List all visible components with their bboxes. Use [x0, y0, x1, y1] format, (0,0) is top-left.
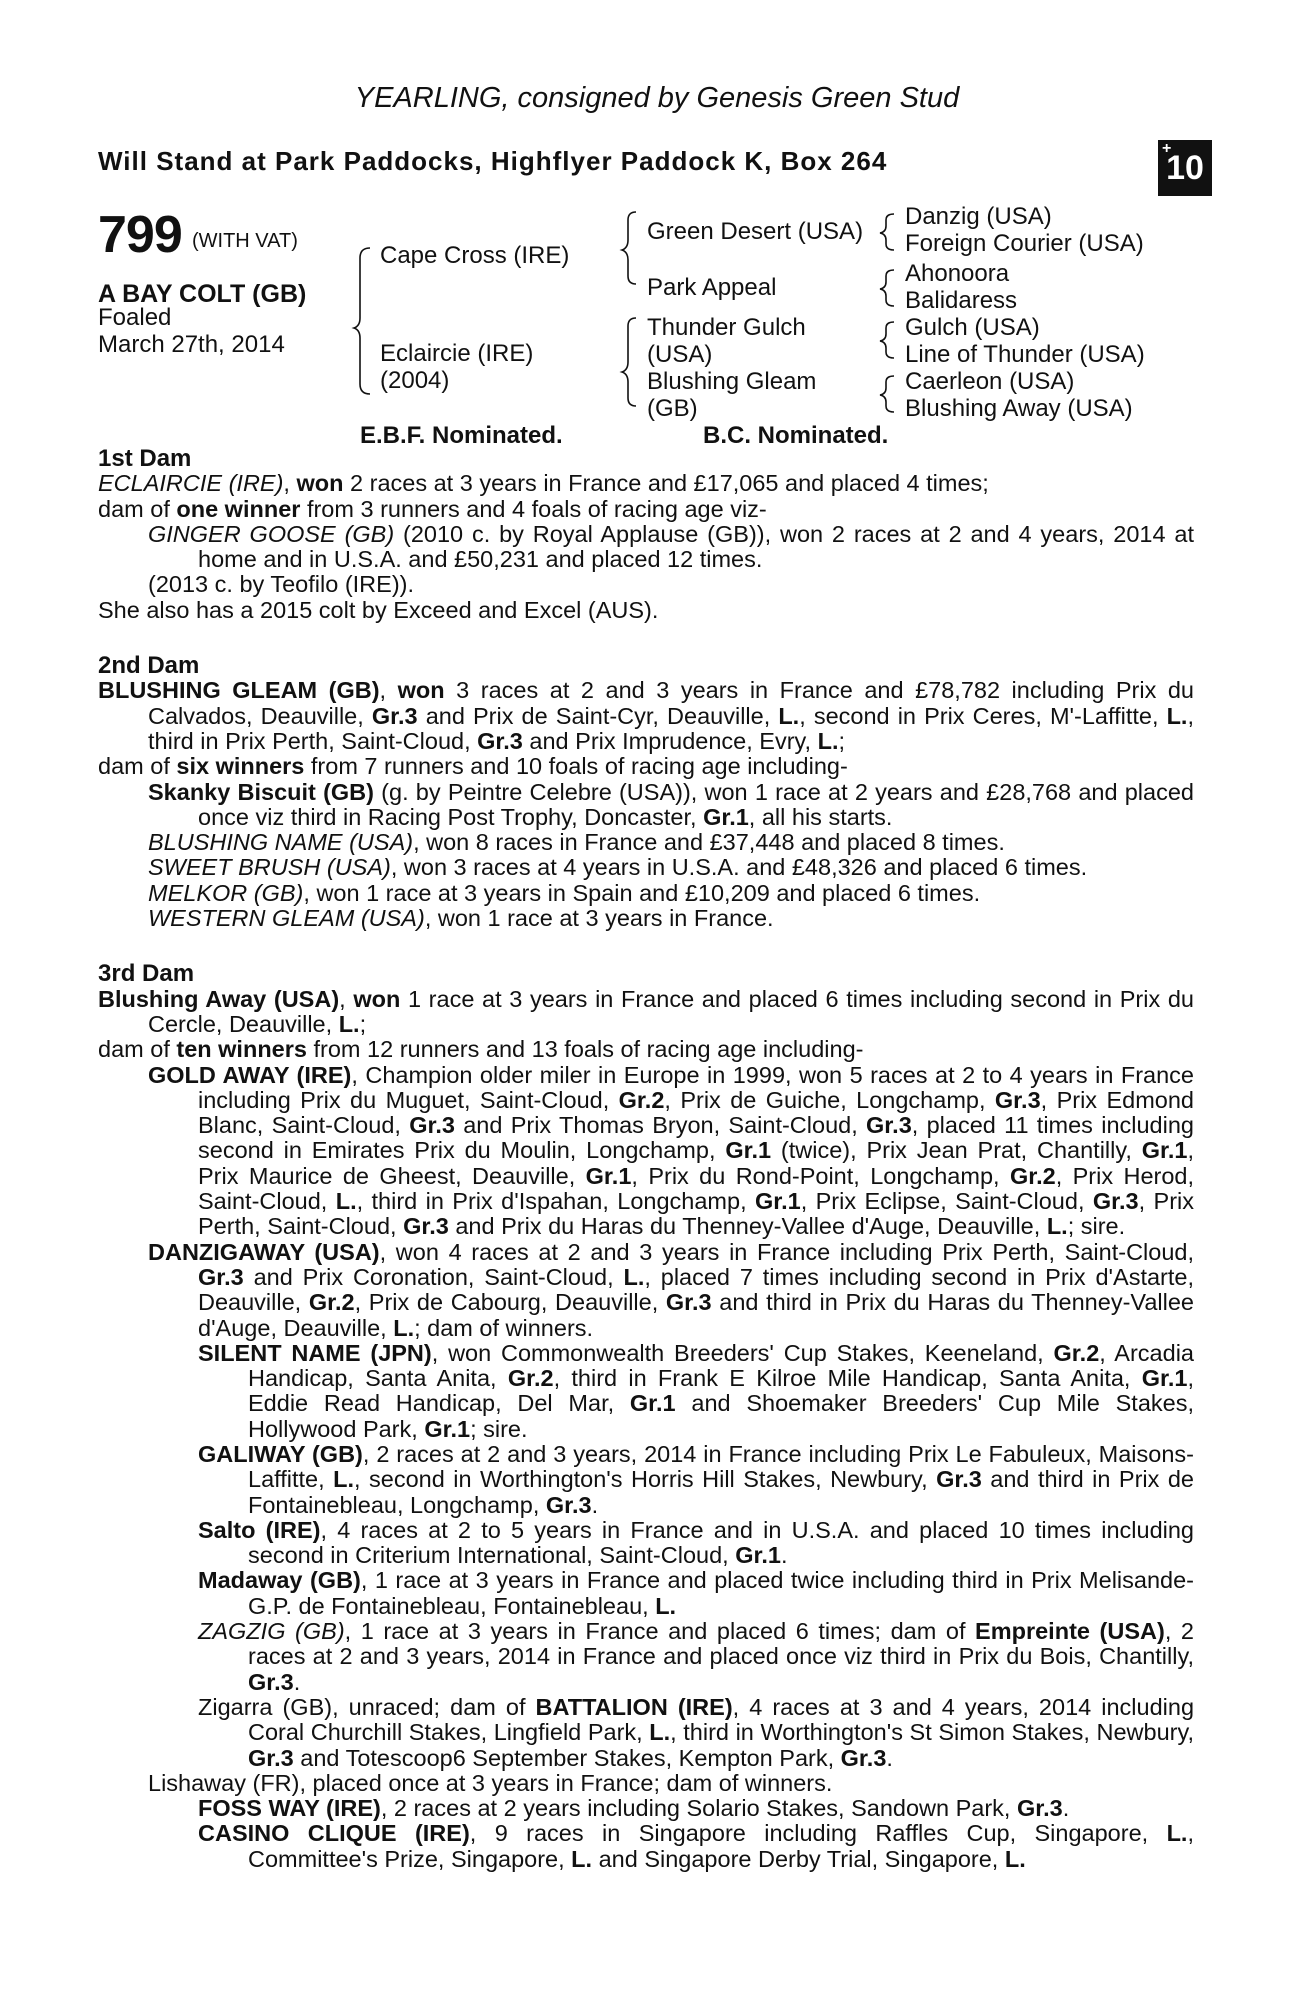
- sn-5: and Shoemaker Breeders' Cup Mile Stakes, Hollywood Park,: [248, 1390, 1194, 1442]
- md-1: , 1 race at 3 years in France and placed twice including third in Prix Melisande-G.P. de Fontainebleau, Fontainebleau,: [248, 1567, 1194, 1619]
- zi-g3: Gr.3: [840, 1744, 887, 1771]
- ga-g5: Gr.1: [725, 1137, 772, 1164]
- gl-3: and third in Prix de Fontainebleau, Longchamp,: [248, 1466, 1194, 1518]
- bracket-gen3-4: [880, 376, 894, 412]
- dam2-won: won: [397, 677, 445, 704]
- ped-dam-line1: Eclaircie (IRE): [380, 340, 534, 367]
- dam3-produce-salto: [98, 1518, 1194, 1569]
- md-g1: L.: [655, 1592, 677, 1619]
- dam3-produce-galiway: [98, 1442, 1194, 1518]
- produce-danzigaway: DANZIGAWAY (USA): [148, 1238, 380, 1265]
- dam2-produce-2: [98, 830, 1194, 855]
- dam3-produce-zigarra: [98, 1695, 1194, 1771]
- produce-melkor-text: , won 1 race at 3 years in Spain and £10,209 and placed 6 times.: [303, 879, 981, 906]
- ebf-nominated: E.B.F. Nominated.: [360, 422, 563, 449]
- dam3-name: Blushing Away (USA): [98, 985, 340, 1012]
- produce-ginger-goose: GINGER GOOSE (GB): [148, 520, 395, 547]
- ga-11: , Prix Eclipse, Saint-Cloud,: [800, 1188, 1093, 1215]
- sa-g1: Gr.1: [735, 1542, 781, 1569]
- dz-g3: Gr.2: [308, 1289, 355, 1316]
- dam2-r4: , third in Prix Perth, Saint-Cloud,: [148, 702, 1194, 754]
- sn-g2: Gr.2: [507, 1365, 554, 1392]
- dam3-record: Blushing Away (USA), won 1 race at 3 years in France and placed 6 times including second in Prix du Cercle, Deauville, L.;: [98, 985, 1194, 1037]
- dam2-produce-3: [98, 855, 1194, 880]
- ped-dam-dam-line2: (GB): [647, 395, 698, 422]
- badge-mark: +: [1162, 140, 1172, 157]
- produce-madaway: Madaway (GB): [198, 1567, 361, 1594]
- family-text: [98, 446, 1194, 1872]
- dz-g5: L.: [393, 1314, 415, 1341]
- dam1-record-text: 2 races at 3 years in France and £17,065 and placed 4 times;: [343, 470, 989, 497]
- zi-battalion: BATTALION (IRE): [535, 1693, 733, 1720]
- zi-2: , 4 races at 3 and 4 years, 2014 including Coral Churchill Stakes, Lingfield Park,: [248, 1693, 1195, 1746]
- ped-dam-dam-line1: Blushing Gleam: [647, 368, 817, 395]
- ga-g2: Gr.3: [994, 1086, 1041, 1113]
- ga-g10: Gr.1: [754, 1188, 801, 1215]
- ped-sire-sire: Green Desert (USA): [647, 218, 864, 245]
- ga-13: and Prix du Haras du Thenney-Vallee d'Auge, Deauville,: [448, 1213, 1047, 1240]
- dz-g1: Gr.3: [198, 1263, 244, 1290]
- sa-2: .: [780, 1542, 788, 1569]
- produce-casino-clique: CASINO CLIQUE (IRE): [198, 1820, 470, 1847]
- sn-g4: Gr.1: [629, 1390, 676, 1417]
- zg-3: .: [293, 1668, 301, 1695]
- dam3-produce-madaway: [98, 1568, 1194, 1619]
- ga-1: , Champion older miler in Europe in 1999, won 5 races at 2 to 4 years in France including Prix du Muguet, Saint-Cloud,: [198, 1061, 1194, 1113]
- page-header: YEARLING, consigned by Genesis Green Stud: [354, 82, 960, 114]
- ga-g7: Gr.1: [585, 1162, 632, 1189]
- produce-skanky-b: , all his starts.: [748, 803, 893, 830]
- foaled-label: Foaled: [98, 304, 172, 331]
- ga-6: (twice), Prix Jean Prat, Chantilly,: [771, 1137, 1142, 1164]
- dam2-r2: and Prix de Saint-Cyr, Deauville,: [417, 702, 779, 729]
- ped-gen3-6: Line of Thunder (USA): [905, 341, 1145, 368]
- produce-western-gleam: WESTERN GLEAM (USA): [148, 905, 425, 932]
- dam1-also: She also has a 2015 colt by Exceed and Excel (AUS).: [98, 596, 659, 623]
- cc-g3: L.: [1004, 1845, 1026, 1872]
- zi-5: .: [886, 1744, 893, 1771]
- sn-6: ; sire.: [470, 1415, 528, 1442]
- bracket-gen2-sire: [622, 212, 636, 284]
- dam2-lc: L.: [817, 727, 839, 754]
- produce-melkor: MELKOR (GB): [148, 879, 304, 906]
- zi-g1: L.: [649, 1719, 671, 1746]
- gl-1: , 2 races at 2 and 3 years, 2014 in France including Prix Le Fabuleux, Maisons-Laffitte,: [248, 1440, 1194, 1493]
- dam2-record: BLUSHING GLEAM (GB), won 3 races at 2 and 3 years in France and £78,782 including Prix du Calvados, Deauville, Gr.3 and Prix de Saint-Cyr, Deauville, L., second in Prix Ceres, M'-Laffitte, L., third in Prix Perth, Saint-Cloud, Gr.3 and Prix Imprudence, Evry, L.;: [98, 677, 1194, 754]
- dam3-produce-silent-name: [98, 1341, 1194, 1442]
- produce-silent-name: SILENT NAME (JPN): [198, 1339, 432, 1366]
- fw-g1: Gr.3: [1016, 1795, 1063, 1822]
- ga-g3: Gr.3: [409, 1112, 455, 1139]
- heading-3rd-dam: 3rd Dam: [98, 960, 195, 988]
- zi-3: , third in Worthington's St Simon Stakes, Newbury,: [670, 1719, 1194, 1746]
- foaled-date: March 27th, 2014: [98, 331, 285, 358]
- produce-gold-away: GOLD AWAY (IRE): [148, 1061, 352, 1088]
- cc-g1: L.: [1166, 1820, 1188, 1847]
- produce-salto: Salto (IRE): [198, 1516, 321, 1543]
- dam1-produce-2: (2013 c. by Teofilo (IRE)).: [148, 571, 415, 598]
- dz-5: and third in Prix du Haras du Thenney-Vallee d'Auge, Deauville,: [198, 1289, 1194, 1341]
- dam1-damof-rest: from 3 runners and 4 foals of racing age viz-: [300, 495, 767, 522]
- ga-4: and Prix Thomas Bryon, Saint-Cloud,: [454, 1112, 867, 1139]
- lot-vat: (WITH VAT): [192, 230, 298, 252]
- dz-4: , Prix de Cabourg, Deauville,: [354, 1289, 666, 1316]
- dam3-damof-lead: dam of: [98, 1036, 177, 1063]
- dam1-winners: one winner: [176, 495, 301, 522]
- ga-7: , Prix Maurice de Gheest, Deauville,: [198, 1137, 1195, 1189]
- sn-g1: Gr.2: [1053, 1339, 1100, 1366]
- cc-2: , Committee's Prize, Singapore,: [248, 1820, 1194, 1872]
- produce-sweet-brush: SWEET BRUSH (USA): [148, 854, 391, 881]
- ped-gen3-7: Caerleon (USA): [905, 368, 1075, 395]
- heading-1st-dam: 1st Dam: [98, 445, 192, 472]
- ga-2: , Prix de Guiche, Longchamp,: [664, 1086, 995, 1113]
- ga-g13: L.: [1046, 1213, 1068, 1240]
- ga-3: , Prix Edmond Blanc, Saint-Cloud,: [198, 1086, 1194, 1139]
- ped-dam-sire-line1: Thunder Gulch: [647, 314, 806, 341]
- zi-g2: Gr.3: [248, 1744, 294, 1771]
- ga-9: , Prix Herod, Saint-Cloud,: [198, 1162, 1195, 1215]
- sn-4: , Eddie Read Handicap, Del Mar,: [248, 1365, 1194, 1417]
- dam2-r6: ;: [838, 727, 846, 754]
- ga-14: ; sire.: [1067, 1213, 1126, 1240]
- dam2-produce-4: [98, 881, 1194, 906]
- ga-g9: L.: [335, 1188, 357, 1215]
- dam3-produce-lishaway: Lishaway (FR), placed once at 3 years in France; dam of winners.: [148, 1769, 833, 1796]
- ga-g4: Gr.3: [866, 1112, 912, 1139]
- sn-1: , won Commonwealth Breeders' Cup Stakes, Keeneland,: [431, 1339, 1054, 1366]
- dam2-gr3b: Gr.3: [477, 727, 523, 754]
- dam3-damof: [98, 1037, 1194, 1062]
- ped-gen3-8: Blushing Away (USA): [905, 395, 1133, 422]
- dam2-la: L.: [778, 702, 800, 729]
- ped-gen3-3: Ahonoora: [905, 260, 1010, 287]
- bracket-gen1: [354, 248, 370, 394]
- dam3-damof-rest: from 12 runners and 13 foals of racing age including-: [306, 1036, 864, 1063]
- zg-empreinte: Empreinte (USA): [975, 1618, 1165, 1645]
- sn-2: , Arcadia Handicap, Santa Anita,: [248, 1339, 1194, 1392]
- gl-2: , second in Worthington's Horris Hill Stakes, Newbury,: [354, 1466, 937, 1493]
- dam2-damof: [98, 754, 1194, 779]
- produce-skanky-gr: Gr.1: [703, 803, 749, 830]
- dam2-damof-lead: dam of: [98, 753, 177, 780]
- dam3-winners: ten winners: [176, 1036, 307, 1063]
- ped-gen3-4: Balidaress: [905, 287, 1018, 314]
- bracket-gen3-1: [880, 214, 894, 250]
- dam2-winners: six winners: [176, 753, 305, 780]
- ga-g1: Gr.2: [618, 1086, 665, 1113]
- bracket-gen3-3: [880, 322, 894, 358]
- produce-sweet-brush-text: , won 3 races at 4 years in U.S.A. and £48,326 and placed 6 times.: [390, 854, 1088, 881]
- ped-dam-sire-line2: (USA): [647, 341, 713, 368]
- ped-gen3-5: Gulch (USA): [905, 314, 1040, 341]
- sn-3: , third in Frank E Kilroe Mile Handicap, Santa Anita,: [553, 1365, 1142, 1392]
- lot-number: 799: [98, 206, 182, 264]
- dam2-r3: , second in Prix Ceres, M'-Laffitte,: [799, 702, 1167, 729]
- ga-10: , third in Prix d'Ispahan, Longchamp,: [356, 1188, 755, 1215]
- ped-sire: Cape Cross (IRE): [380, 242, 570, 269]
- sn-g5: Gr.1: [424, 1415, 471, 1442]
- dam3-produce-casino-clique: [98, 1821, 1194, 1872]
- zi-1: Zigarra (GB), unraced; dam of: [198, 1693, 536, 1720]
- produce-skanky-a: (g. by Peintre Celebre (USA)), won 1 race at 2 years and £28,768 and placed once viz third in Racing Post Trophy, Doncaster,: [198, 778, 1194, 830]
- dam2-produce-5: [98, 906, 1194, 931]
- dam3-produce-danzigaway: [98, 1240, 1194, 1341]
- bracket-gen3-2: [880, 270, 894, 306]
- horse-description: A BAY COLT (GB): [98, 280, 307, 308]
- dam2-lb: L.: [1166, 702, 1188, 729]
- gl-g3: Gr.3: [545, 1491, 592, 1518]
- ped-gen3-2: Foreign Courier (USA): [905, 230, 1144, 257]
- dz-6: ; dam of winners.: [414, 1314, 594, 1341]
- ga-g6: Gr.1: [1141, 1137, 1188, 1164]
- dam1-won: won: [296, 470, 344, 497]
- dam3-produce-foss-way: [98, 1796, 1194, 1821]
- dam1-record: ECLAIRCIE (IRE), won 2 races at 3 years in France and £17,065 and placed 4 times;: [98, 470, 989, 497]
- dam2-produce-1: [98, 780, 1194, 831]
- dam3-won: won: [353, 985, 401, 1012]
- zg-2: , 2 races at 2 and 3 years, 2014 in France and placed once viz third in Prix du Bois, Chantilly,: [248, 1618, 1194, 1670]
- fw-2: .: [1062, 1795, 1070, 1822]
- dam3-r1: 1 race at 3 years in France and placed 6 times including second in Prix du Cercle, Deauville,: [148, 985, 1194, 1037]
- gl-4: .: [591, 1491, 599, 1518]
- dam1-damof: [98, 497, 1194, 522]
- badge-number: 10: [1166, 148, 1204, 187]
- gl-g2: Gr.3: [936, 1466, 982, 1493]
- produce-galiway: GALIWAY (GB): [198, 1440, 363, 1467]
- cc-3: and Singapore Derby Trial, Singapore,: [592, 1845, 1005, 1872]
- ped-dam-line2: (2004): [380, 367, 450, 394]
- produce-blushing-name-text: , won 8 races in France and £37,448 and placed 8 times.: [413, 829, 1005, 856]
- dz-g4: Gr.3: [665, 1289, 712, 1316]
- dam2-name: BLUSHING GLEAM (GB): [98, 677, 380, 704]
- sn-g3: Gr.1: [1141, 1365, 1188, 1392]
- dz-2: and Prix Coronation, Saint-Cloud,: [243, 1263, 624, 1290]
- dam3-l1: L.: [338, 1010, 360, 1037]
- produce-ginger-goose-text: (2010 c. by Royal Applause (GB)), won 2 races at 2 and 4 years, 2014 at home and in U.S.A. and £50,231 and placed 12 times.: [198, 520, 1194, 573]
- dz-1: , won 4 races at 2 and 3 years in France including Prix Perth, Saint-Cloud,: [379, 1238, 1195, 1265]
- dam2-r5: and Prix Imprudence, Evry,: [522, 727, 818, 754]
- cc-g2: L.: [571, 1845, 593, 1872]
- zg-g1: Gr.3: [248, 1668, 294, 1695]
- dam2-gr3a: Gr.3: [371, 702, 418, 729]
- sa-1: , 4 races at 2 to 5 years in France and in U.S.A. and placed 10 times including second in Criterium International, Saint-Cloud,: [248, 1516, 1195, 1569]
- ga-5: , placed 11 times including second in Emirates Prix du Moulin, Longchamp,: [198, 1112, 1194, 1164]
- ga-g11: Gr.3: [1092, 1188, 1139, 1215]
- dam3-produce-zagzig: [98, 1619, 1194, 1695]
- produce-zagzig: ZAGZIG (GB): [198, 1618, 345, 1645]
- stand-line: Will Stand at Park Paddocks, Highflyer Paddock K, Box 264: [98, 146, 888, 176]
- ped-gen3-1: Danzig (USA): [905, 203, 1052, 230]
- heading-2nd-dam: 2nd Dam: [98, 652, 200, 680]
- zg-1: , 1 race at 3 years in France and placed 6 times; dam of: [344, 1618, 976, 1645]
- dam2-damof-rest: from 7 runners and 10 foals of racing age including-: [304, 753, 848, 780]
- ga-12: , Prix Perth, Saint-Cloud,: [198, 1188, 1194, 1240]
- produce-blushing-name: BLUSHING NAME (USA): [148, 829, 414, 856]
- dam3-r2: ;: [359, 1010, 367, 1037]
- ga-g8: Gr.2: [1009, 1162, 1056, 1189]
- dam3-produce-gold-away: [98, 1063, 1194, 1240]
- zi-4: and Totescoop6 September Stakes, Kempton Park,: [293, 1744, 841, 1771]
- dam1-damof-lead: dam of: [98, 495, 177, 522]
- gl-g1: L.: [333, 1466, 355, 1493]
- dam1-name: ECLAIRCIE (IRE): [98, 470, 284, 497]
- produce-western-gleam-text: , won 1 race at 3 years in France.: [424, 905, 774, 932]
- dz-g2: L.: [623, 1263, 645, 1290]
- ga-8: , Prix du Rond-Point, Longchamp,: [631, 1162, 1010, 1189]
- dz-3: , placed 7 times including second in Prix d'Astarte, Deauville,: [198, 1263, 1195, 1316]
- dam1-produce-1: [98, 522, 1194, 573]
- cc-1: , 9 races in Singapore including Raffles Cup, Singapore,: [469, 1820, 1167, 1847]
- bracket-gen2-dam: [622, 318, 636, 406]
- ga-g12: Gr.3: [403, 1213, 449, 1240]
- produce-skanky-biscuit: Skanky Biscuit (GB): [148, 778, 374, 805]
- dam2-r1: 3 races at 2 and 3 years in France and £78,782 including Prix du Calvados, Deauville,: [148, 677, 1194, 729]
- fw-1: , 2 races at 2 years including Solario Stakes, Sandown Park,: [380, 1795, 1017, 1822]
- produce-foss-way: FOSS WAY (IRE): [198, 1795, 381, 1822]
- ped-sire-dam: Park Appeal: [647, 274, 777, 301]
- bc-nominated: B.C. Nominated.: [703, 422, 889, 449]
